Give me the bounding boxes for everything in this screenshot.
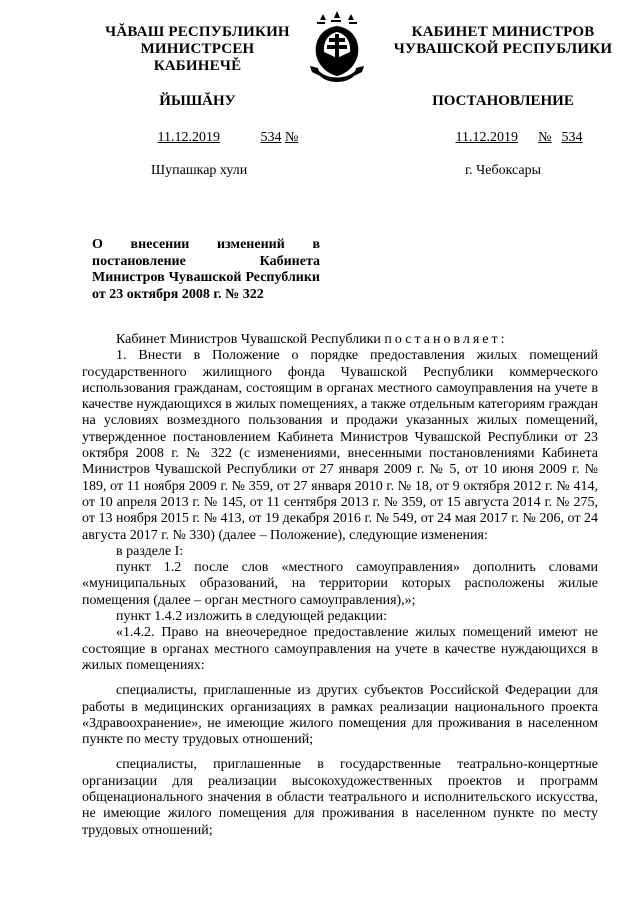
left-date-number-line <box>95 130 325 146</box>
paragraph: пункт 1.2 после слов «местного самоуправления» дополнить словами «муниципальных образований, на территории которых расположены жилые помещения (далее – орган местного самоуправления),»; <box>82 560 598 608</box>
left-number: 534 <box>260 130 282 145</box>
paragraph: специалисты, приглашенные из других субъектов Российской Федерации для работы в медицинских организациях в рамках реализации национального проекта «Здравоохранение», не имеющие жилого помещения для проживания в населенном пункте по месту трудовых отношений; <box>82 683 598 748</box>
left-org-line-2: МИНИСТРСЕН КАБИНЕЧĚ <box>140 41 255 74</box>
document-subject: О внесении изменений в постановление Кабинета Министров Чувашской Республики от 23 октября 2008 г. № 322 <box>92 237 320 302</box>
paragraph: специалисты, приглашенные в государственные театрально-концертные организации для реализации высокохудожественных проектов и программ общенационального значения в области театрального и исполнительского искусства, не имеющие жилого помещения для проживания в населенном пункте по месту трудовых отношений; <box>82 757 598 838</box>
right-date-number-line <box>395 130 625 146</box>
left-number-sign: № <box>285 130 299 145</box>
right-org-name <box>388 24 618 58</box>
paragraph: «1.4.2. Право на внеочередное предоставление жилых помещений имеют не состоящие в органах местного самоуправления на учете в качестве нуждающихся в жилых помещениях: <box>82 625 598 673</box>
left-date: 11.12.2019 <box>157 130 220 145</box>
preamble-verb: постановляет: <box>384 332 508 347</box>
coat-of-arms-emblem <box>296 10 378 86</box>
right-org-line-2: ЧУВАШСКОЙ РЕСПУБЛИКИ <box>393 41 613 57</box>
paragraph: пункт 1.4.2 изложить в следующей редакции: <box>116 609 387 625</box>
left-org-name <box>95 24 300 75</box>
right-city: г. Чебоксары <box>465 163 542 178</box>
preamble <box>82 332 598 348</box>
left-doc-type: ЙЫШĂНУ <box>159 93 236 109</box>
right-number: 534 <box>561 130 583 145</box>
right-date: 11.12.2019 <box>455 130 518 145</box>
preamble-text: Кабинет Министров Чувашской Республики <box>116 332 385 347</box>
right-number-sign: № <box>538 130 552 145</box>
paragraph: в разделе I: <box>116 543 184 559</box>
right-org-line-1: КАБИНЕТ МИНИСТРОВ <box>411 24 595 40</box>
left-city: Шупашкар хули <box>151 163 248 178</box>
left-org-line-1: ЧĂВАШ РЕСПУБЛИКИН <box>105 24 290 40</box>
document-body <box>82 332 598 839</box>
right-doc-type: ПОСТАНОВЛЕНИЕ <box>432 93 574 109</box>
paragraph: 1. Внести в Положение о порядке предоставления жилых помещений государственного жилищного фонда Чувашской Республики коммерческого использования гражданам, состоящим в органах местного самоуправления на учете в качестве нуждающихся в жилых помещениях, а также отдельным категориям граждан на условиях возмездного пользования и продажи указанных жилых помещений, утвержденное постановлением Кабинета Министров Чувашской Республики от 23 октября 2008 г. № 322 (с изменениями, внесенными постановлениями Кабинета Министров Чувашской Республики от 27 января 2009 г. № 5, от 10 июня 2009 г. № 189, от 11 ноября 2009 г. № 359, от 27 января 2010 г. № 18, от 9 октября 2012 г. № 414, от 10 апреля 2013 г. № 145, от 11 сентября 2013 г. № 359, от 15 августа 2014 г. № 275, от 13 ноября 2015 г. № 413, от 19 декабря 2016 г. № 549, от 24 мая 2017 г. № 206, от 24 августа 2017 г. № 330) (далее – Положение), следующие изменения: <box>82 348 598 543</box>
